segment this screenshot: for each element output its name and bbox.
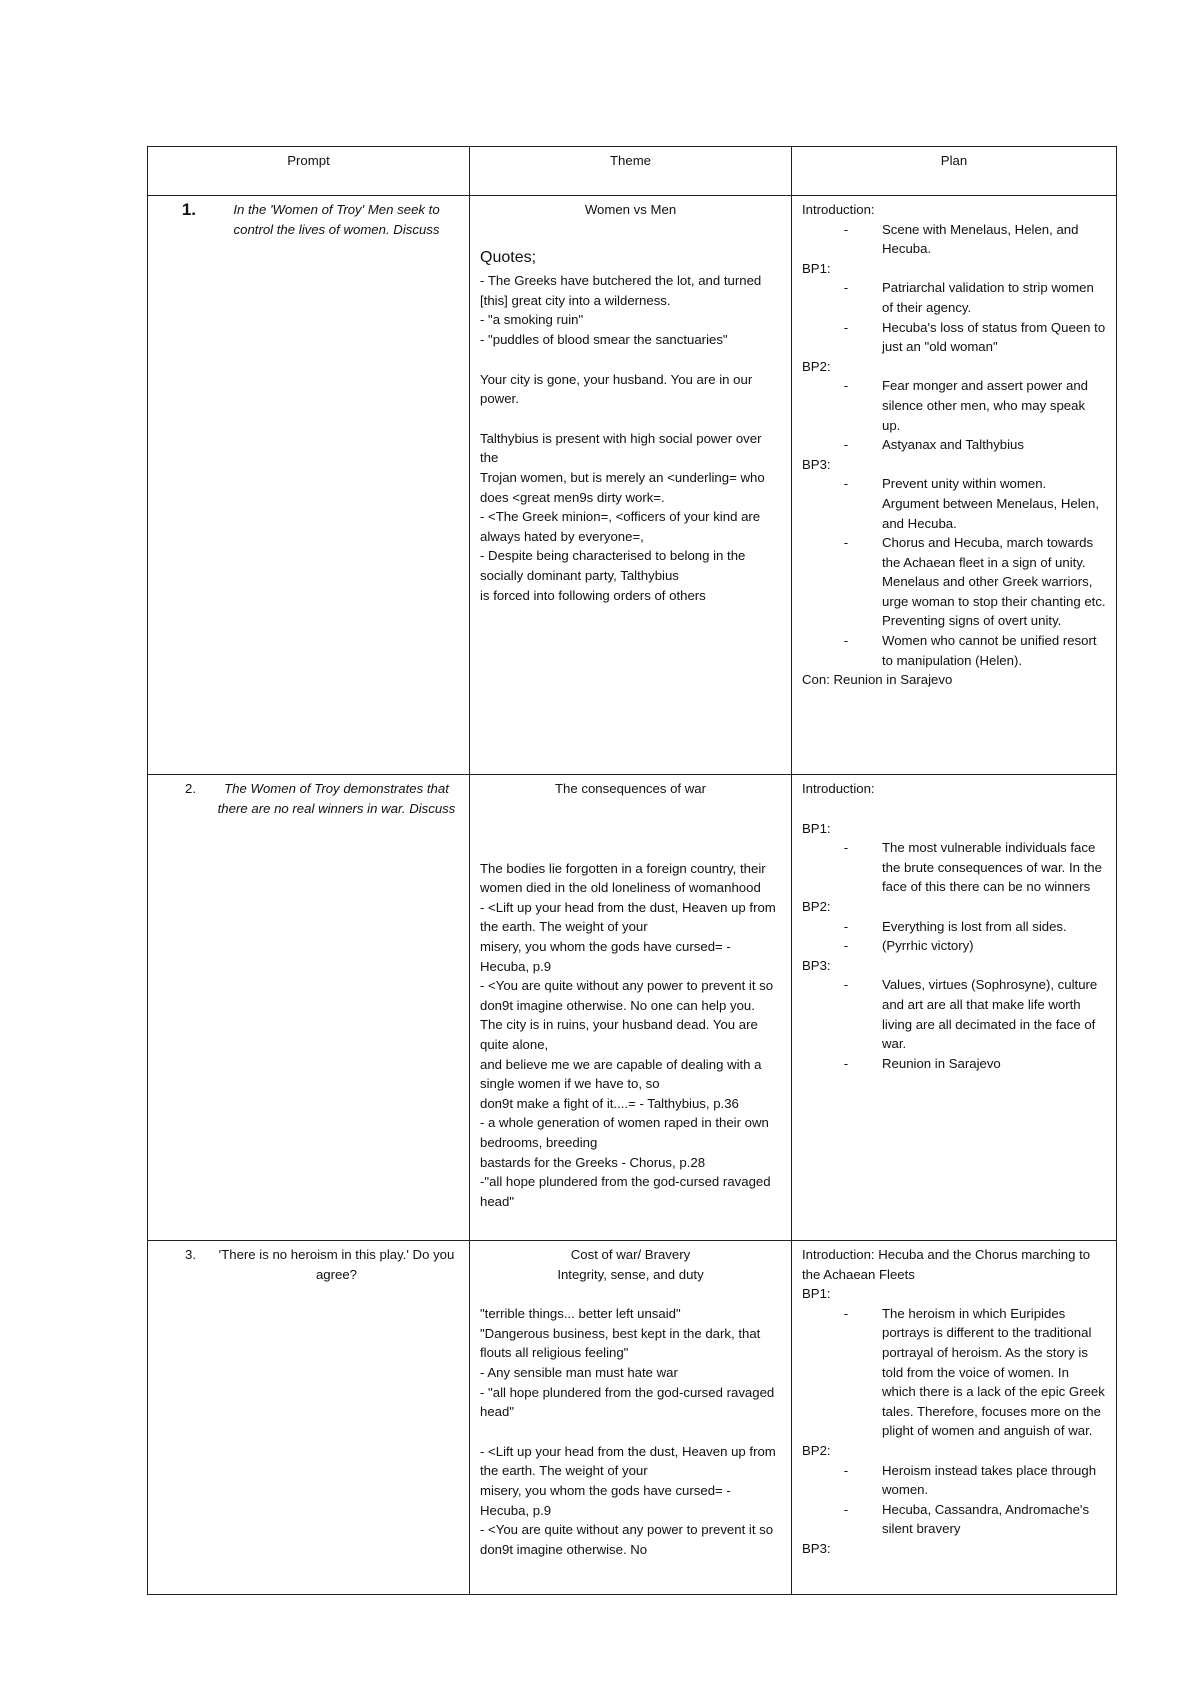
theme-line: - "a smoking ruin" <box>480 312 584 328</box>
prompt-number: 1. <box>181 200 196 219</box>
plan-cell <box>792 196 1117 775</box>
theme-line: - a whole generation of women raped in their own bedrooms, breeding <box>480 1115 769 1150</box>
prompt-number: 2. <box>185 781 196 796</box>
dash-bullet-icon: - <box>843 476 849 492</box>
theme-line: - <Lift up your head from the dust, Heaven up from the earth. The weight of your <box>480 899 776 935</box>
plan-bullet-text: Astyanax and Talthybius <box>882 437 1024 453</box>
header-row <box>148 147 1117 196</box>
plan-heading: BP3: <box>802 957 831 973</box>
dash-bullet-icon: - <box>843 1501 849 1517</box>
theme-title: Cost of war/ Bravery <box>570 1247 691 1262</box>
dash-bullet-icon: - <box>843 535 849 551</box>
plan-bullet-text: Hecuba's loss of status from Queen to just an "old woman" <box>882 319 1106 355</box>
dash-bullet-icon: - <box>843 378 849 394</box>
plan-bullet-text: The most vulnerable individuals face the brute consequences of war. In the face of this there can be no winners <box>882 840 1102 895</box>
plan-bullet <box>802 1054 1106 1074</box>
table-row <box>148 775 1117 1241</box>
prompt-text: In the 'Women of Troy' Men seek to control the lives of women. Discuss <box>233 202 440 237</box>
plan-bullet-text: Patriarchal validation to strip women of their agency. <box>882 280 1094 315</box>
theme-title: The consequences of war <box>554 781 706 796</box>
theme-line: - <The Greek minion=, <officers of your kind are always hated by everyone=, <box>480 509 761 544</box>
prompt-number: 3. <box>185 1247 196 1262</box>
theme-line: Your city is gone, your husband. You are in our power. <box>480 371 753 407</box>
plan-bullet <box>802 474 1106 533</box>
plan-bullet <box>802 975 1106 1053</box>
theme-cell <box>470 1241 792 1595</box>
theme-line <box>480 409 781 429</box>
dash-bullet-icon: - <box>843 1305 849 1321</box>
plan-bullet <box>802 318 1106 357</box>
table-row <box>148 196 1117 775</box>
quotes-heading: Quotes; <box>480 248 537 266</box>
prompt-cell <box>148 196 470 775</box>
plan-heading: BP3: <box>802 1540 831 1556</box>
plan-bullet-text: Scene with Menelaus, Helen, and Hecuba. <box>882 221 1079 257</box>
prompt-text: The Women of Troy demonstrates that there are no real winners in war. Discuss <box>217 781 456 816</box>
plan-cell <box>792 1241 1117 1595</box>
plan-list <box>802 200 1106 690</box>
plan-heading: BP2: <box>802 898 831 914</box>
plan-list <box>802 779 1106 1073</box>
plan-heading: Con: Reunion in Sarajevo <box>802 672 953 688</box>
plan-heading: BP2: <box>802 1442 831 1458</box>
theme-line: "terrible things... better left unsaid" <box>480 1306 681 1322</box>
prompt-text: 'There is no heroism in this play.' Do you agree? <box>218 1247 455 1282</box>
theme-cell <box>470 775 792 1241</box>
dash-bullet-icon: - <box>843 918 849 934</box>
essay-plan-table <box>147 146 1117 1595</box>
dash-bullet-icon: - <box>843 319 849 335</box>
theme-line: - The Greeks have butchered the lot, and turned [this] great city into a wilderness. <box>480 273 762 308</box>
plan-bullet <box>802 435 1106 455</box>
dash-bullet-icon: - <box>843 938 849 954</box>
theme-line: "Dangerous business, best kept in the dark, that flouts all religious feeling" <box>480 1325 761 1361</box>
plan-list <box>802 1245 1106 1559</box>
theme-lines <box>480 859 781 1212</box>
theme-line: - <Lift up your head from the dust, Heaven up from the earth. The weight of your <box>480 1443 776 1479</box>
plan-bullet <box>802 631 1106 670</box>
plan-bullet-text: (Pyrrhic victory) <box>882 938 974 954</box>
plan-heading: BP1: <box>802 820 831 836</box>
plan-heading: BP1: <box>802 1286 831 1302</box>
table-row <box>148 1241 1117 1595</box>
plan-bullet <box>802 1500 1106 1539</box>
plan-bullet <box>802 917 1106 937</box>
theme-line: Trojan women, but is merely an <underling= who does <great men9s dirty work=. <box>480 469 765 505</box>
dash-bullet-icon: - <box>843 1462 849 1478</box>
theme-line: -"all hope plundered from the god-cursed ravaged head" <box>480 1174 771 1209</box>
theme-line <box>480 350 781 370</box>
dash-bullet-icon: - <box>843 280 849 296</box>
theme-lines <box>480 271 781 605</box>
plan-bullet-text: Fear monger and assert power and silence other men, who may speak up. <box>882 378 1088 433</box>
plan-heading: Introduction: <box>802 781 875 796</box>
plan-bullet <box>802 1461 1106 1500</box>
dash-bullet-icon: - <box>843 221 849 237</box>
plan-bullet <box>802 278 1106 317</box>
theme-line: misery, you whom the gods have cursed= - Hecuba, p.9 <box>480 1482 731 1518</box>
plan-bullet-text: Reunion in Sarajevo <box>882 1055 1001 1071</box>
theme-subtitle: Integrity, sense, and duty <box>557 1266 704 1282</box>
plan-heading: BP2: <box>802 358 831 374</box>
plan-bullet-text: Everything is lost from all sides. <box>882 918 1067 934</box>
theme-line: - Any sensible man must hate war <box>480 1364 678 1380</box>
theme-line: bastards for the Greeks - Chorus, p.28 <box>480 1154 706 1170</box>
plan-heading: Introduction: Hecuba and the Chorus marching to the Achaean Fleets <box>802 1247 1091 1282</box>
plan-heading: Introduction: <box>802 202 875 217</box>
prompt-cell <box>148 1241 470 1595</box>
theme-title: Women vs Men <box>584 202 677 217</box>
theme-line: - <You are quite without any power to prevent it so don9t imagine otherwise. No one can help you. The city is in ruins, your husband dead. You are quite alone, <box>480 978 774 1052</box>
dash-bullet-icon: - <box>843 1055 849 1071</box>
theme-line: - Despite being characterised to belong in the socially dominant party, Talthybius <box>480 548 746 583</box>
theme-lines <box>480 1304 781 1559</box>
plan-gap <box>802 799 1106 819</box>
plan-bullet <box>802 220 1106 259</box>
plan-bullet-text: Heroism instead takes place through women. <box>882 1462 1097 1498</box>
plan-bullet <box>802 1304 1106 1441</box>
header-prompt: Prompt <box>148 147 470 196</box>
header-theme: Theme <box>470 147 792 196</box>
plan-bullet <box>802 533 1106 631</box>
plan-bullet-text: Values, virtues (Sophrosyne), culture and art are all that make life worth living are all decimated in the face of war. <box>882 977 1098 1052</box>
plan-heading: BP3: <box>802 456 831 472</box>
plan-heading: BP1: <box>802 260 831 276</box>
plan-bullet-text: Chorus and Hecuba, march towards the Achaean fleet in a sign of unity. Menelaus and other Greek warriors, urge woman to stop their chanting etc. Preventing signs of overt unity. <box>882 535 1106 629</box>
theme-line: Talthybius is present with high social power over the <box>480 430 762 466</box>
theme-line: don9t make a fight of it....= - Talthybius, p.36 <box>480 1095 739 1111</box>
theme-line: - "puddles of blood smear the sanctuaries" <box>480 331 728 347</box>
theme-line: - <You are quite without any power to prevent it so don9t imagine otherwise. No <box>480 1522 774 1557</box>
plan-bullet <box>802 838 1106 897</box>
dash-bullet-icon: - <box>843 840 849 856</box>
dash-bullet-icon: - <box>843 633 849 649</box>
theme-line: and believe me we are capable of dealing with a single women if we have to, so <box>480 1056 762 1092</box>
theme-line: The bodies lie forgotten in a foreign country, their women died in the old loneliness of womanhood <box>480 860 766 896</box>
plan-bullet-text: Women who cannot be unified resort to manipulation (Helen). <box>882 633 1097 668</box>
plan-bullet-text: The heroism in which Euripides portrays is different to the traditional portrayal of heroism. As the story is told from the voice of women. In which there is a lack of the epic Greek tales. Therefore, focuses more on the plight of women and anguish of war. <box>882 1305 1105 1439</box>
dash-bullet-icon: - <box>843 977 849 993</box>
dash-bullet-icon: - <box>843 437 849 453</box>
theme-cell <box>470 196 792 775</box>
plan-cell <box>792 775 1117 1241</box>
plan-bullet-text: Hecuba, Cassandra, Andromache's silent bravery <box>882 1501 1090 1537</box>
theme-line <box>480 1422 781 1442</box>
plan-bullet <box>802 376 1106 435</box>
theme-line: - "all hope plundered from the god-cursed ravaged head" <box>480 1384 775 1420</box>
plan-bullet-text: Prevent unity within women. Argument between Menelaus, Helen, and Hecuba. <box>882 476 1099 531</box>
plan-bullet <box>802 936 1106 956</box>
header-plan: Plan <box>792 147 1117 196</box>
theme-line: misery, you whom the gods have cursed= - Hecuba, p.9 <box>480 938 731 974</box>
prompt-cell <box>148 775 470 1241</box>
theme-line: is forced into following orders of others <box>480 587 706 603</box>
